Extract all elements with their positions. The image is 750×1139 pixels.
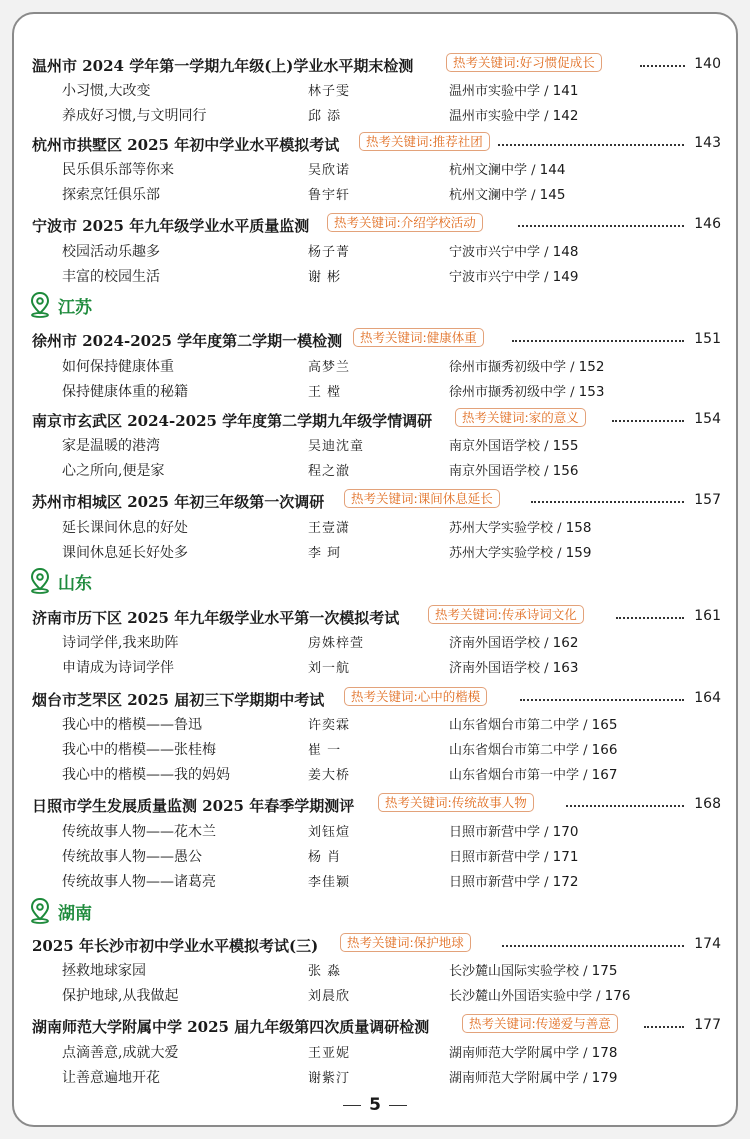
school-name: 日照市新营中学 /: [449, 850, 553, 865]
school-name: 山东省烟台市第一中学 /: [449, 768, 592, 783]
school-name: 苏州大学实验学校 /: [449, 546, 566, 561]
author-name: 吴迪沈童: [308, 439, 365, 454]
essay-page: 159: [565, 545, 592, 561]
essay-title: 丰富的校园生活: [62, 269, 160, 285]
essay-title: 家是温暖的港湾: [62, 438, 160, 454]
section-entry[interactable]: [0, 933, 750, 957]
school-page: [449, 1067, 617, 1086]
dot-leader: [566, 805, 684, 807]
essay-entry[interactable]: [0, 1040, 750, 1064]
essay-title: 诗词学伴,我来助阵: [62, 635, 179, 651]
essay-entry[interactable]: [0, 103, 750, 127]
province-name: 江苏: [58, 298, 92, 318]
essay-page: 144: [539, 162, 566, 178]
author-name: 杨子菁: [308, 245, 351, 260]
section-entry[interactable]: [0, 328, 750, 352]
section-title: 徐州市 2024-2025 学年度第二学期一模检测: [32, 332, 343, 350]
essay-page: 162: [552, 635, 579, 651]
school-name: 南京外国语学校 /: [449, 439, 553, 454]
page-number: 177: [694, 1017, 721, 1033]
school-page: [449, 542, 591, 561]
page-number: 168: [694, 796, 721, 812]
essay-title: 探索烹饪俱乐部: [62, 187, 160, 203]
school-name: 湖南师范大学附属中学 /: [449, 1071, 592, 1086]
school-page: [449, 764, 617, 783]
section-entry[interactable]: [0, 53, 750, 77]
essay-page: 165: [591, 717, 618, 733]
section-entry[interactable]: [0, 605, 750, 629]
author-name: 李 珂: [308, 546, 342, 561]
keyword-badge: 热考关键词:保护地球: [340, 933, 471, 952]
essay-entry[interactable]: [0, 737, 750, 761]
keyword-badge: 热考关键词:传承诗词文化: [428, 605, 584, 624]
page-number: 157: [694, 492, 721, 508]
essay-title: 校园活动乐趣多: [62, 244, 160, 260]
author-name: 谢 彬: [308, 270, 342, 285]
section-title: 日照市学生发展质量监测 2025 年春季学期测评: [32, 797, 355, 815]
section-entry[interactable]: [0, 213, 750, 237]
essay-page: 153: [578, 384, 605, 400]
author-name: 姜大桥: [308, 768, 351, 783]
school-name: 山东省烟台市第二中学 /: [449, 718, 592, 733]
school-name: 长沙麓山国际实验学校 /: [449, 964, 592, 979]
keyword-badge: 热考关键词:传统故事人物: [378, 793, 534, 812]
author-name: 鲁宇轩: [308, 188, 351, 203]
section-title: 湖南师范大学附属中学 2025 届九年级第四次质量调研检测: [32, 1018, 430, 1036]
essay-title: 我心中的楷模——鲁迅: [62, 717, 202, 733]
school-name: 长沙麓山外国语实验中学 /: [449, 989, 605, 1004]
essay-title: 点滴善意,成就大爱: [62, 1045, 179, 1061]
essay-page: 142: [552, 108, 579, 124]
essay-title: 保持健康体重的秘籍: [62, 384, 188, 400]
school-page: [449, 846, 578, 865]
essay-page: 176: [604, 988, 631, 1004]
keyword-badge: 热考关键词:健康体重: [353, 328, 484, 347]
province-heading: [0, 567, 750, 597]
section-title: 温州市 2024 学年第一学期九年级(上)学业水平期末检测: [32, 57, 414, 75]
school-page: [449, 517, 591, 536]
author-name: 邱 添: [308, 109, 342, 124]
essay-page: 149: [552, 269, 579, 285]
essay-entry[interactable]: [0, 540, 750, 564]
essay-title: 养成好习惯,与文明同行: [62, 108, 207, 124]
author-name: 许奕霖: [308, 718, 351, 733]
essay-page: 145: [539, 187, 566, 203]
keyword-badge: 热考关键词:好习惯促成长: [446, 53, 602, 72]
dot-leader: [512, 340, 684, 342]
school-page: [449, 960, 617, 979]
dot-leader: [616, 617, 684, 619]
page-number: 143: [694, 135, 721, 151]
essay-page: 148: [552, 244, 579, 260]
school-page: [449, 657, 578, 676]
essay-page: 166: [591, 742, 618, 758]
essay-title: 小习惯,大改变: [62, 83, 151, 99]
school-page: [449, 632, 578, 651]
school-page: [449, 381, 604, 400]
essay-title: 民乐俱乐部等你来: [62, 162, 174, 178]
essay-entry[interactable]: [0, 655, 750, 679]
essay-page: 156: [552, 463, 579, 479]
page-number: 140: [694, 56, 721, 72]
footer-page-number: [0, 1095, 750, 1115]
dot-leader: [531, 501, 684, 503]
dot-leader: [640, 65, 685, 67]
location-pin-icon: [30, 568, 50, 594]
author-name: 刘一航: [308, 661, 351, 676]
essay-page: 163: [552, 660, 579, 676]
essay-title: 传统故事人物——愚公: [62, 849, 202, 865]
section-title: 烟台市芝罘区 2025 届初三下学期期中考试: [32, 691, 325, 709]
author-name: 崔 一: [308, 743, 342, 758]
essay-title: 我心中的楷模——张桂梅: [62, 742, 216, 758]
essay-page: 158: [565, 520, 592, 536]
school-name: 苏州大学实验学校 /: [449, 521, 566, 536]
essay-entry[interactable]: [0, 157, 750, 181]
school-page: [449, 985, 630, 1004]
keyword-badge: 热考关键词:传递爱与善意: [462, 1014, 618, 1033]
section-entry[interactable]: [0, 1014, 750, 1038]
essay-entry[interactable]: [0, 78, 750, 102]
author-name: 吴欣诺: [308, 163, 351, 178]
essay-entry[interactable]: [0, 379, 750, 403]
province-name: 山东: [58, 574, 92, 594]
location-pin-icon: [30, 898, 50, 924]
section-entry[interactable]: [0, 489, 750, 513]
footer-page-value: 5: [369, 1095, 381, 1115]
keyword-badge: 热考关键词:推荐社团: [359, 132, 490, 151]
page-number: 174: [694, 936, 721, 952]
essay-entry[interactable]: [0, 983, 750, 1007]
dash-right: [389, 1105, 407, 1106]
school-name: 济南外国语学校 /: [449, 661, 553, 676]
essay-page: 152: [578, 359, 605, 375]
page-number: 146: [694, 216, 721, 232]
school-page: [449, 184, 565, 203]
author-name: 王亚妮: [308, 1046, 351, 1061]
essay-title: 传统故事人物——花木兰: [62, 824, 216, 840]
section-title: 苏州市相城区 2025 年初三年级第一次调研: [32, 493, 325, 511]
author-name: 王 樘: [308, 385, 342, 400]
school-page: [449, 105, 578, 124]
author-name: 程之澈: [308, 464, 351, 479]
essay-title: 让善意遍地开花: [62, 1070, 160, 1086]
school-name: 日照市新营中学 /: [449, 875, 553, 890]
essay-title: 申请成为诗词学伴: [62, 660, 174, 676]
essay-entry[interactable]: [0, 264, 750, 288]
author-name: 李佳颖: [308, 875, 351, 890]
school-name: 温州市实验中学 /: [449, 84, 553, 99]
essay-title: 心之所向,便是家: [62, 463, 165, 479]
essay-title: 我心中的楷模——我的妈妈: [62, 767, 230, 783]
author-name: 房姝梓萱: [308, 636, 365, 651]
school-page: [449, 871, 578, 890]
section-entry[interactable]: [0, 408, 750, 432]
essay-page: 170: [552, 824, 579, 840]
section-entry[interactable]: [0, 132, 750, 156]
school-name: 宁波市兴宁中学 /: [449, 245, 553, 260]
dot-leader: [518, 225, 684, 227]
school-name: 山东省烟台市第二中学 /: [449, 743, 592, 758]
dot-leader: [644, 1026, 684, 1028]
school-name: 日照市新营中学 /: [449, 825, 553, 840]
school-name: 济南外国语学校 /: [449, 636, 553, 651]
school-name: 温州市实验中学 /: [449, 109, 553, 124]
keyword-badge: 热考关键词:家的意义: [455, 408, 586, 427]
keyword-badge: 热考关键词:介绍学校活动: [327, 213, 483, 232]
dash-left: [343, 1105, 361, 1106]
author-name: 高梦兰: [308, 360, 351, 375]
essay-page: 141: [552, 83, 579, 99]
school-page: [449, 435, 578, 454]
school-name: 宁波市兴宁中学 /: [449, 270, 553, 285]
province-heading: [0, 291, 750, 321]
author-name: 刘钰煊: [308, 825, 351, 840]
essay-title: 拯救地球家园: [62, 963, 146, 979]
school-name: 徐州市撷秀初级中学 /: [449, 385, 579, 400]
essay-entry[interactable]: [0, 819, 750, 843]
author-name: 谢紫汀: [308, 1071, 351, 1086]
location-pin-icon: [30, 292, 50, 318]
section-entry[interactable]: [0, 687, 750, 711]
essay-entry[interactable]: [0, 433, 750, 457]
essay-entry[interactable]: [0, 844, 750, 868]
keyword-badge: 热考关键词:课间休息延长: [344, 489, 500, 508]
essay-entry[interactable]: [0, 958, 750, 982]
section-title: 宁波市 2025 年九年级学业水平质量监测: [32, 217, 310, 235]
essay-page: 179: [591, 1070, 618, 1086]
essay-title: 保护地球,从我做起: [62, 988, 179, 1004]
essay-entry[interactable]: [0, 239, 750, 263]
section-title: 2025 年长沙市初中学业水平模拟考试(三): [32, 937, 319, 955]
keyword-badge: 热考关键词:心中的楷模: [344, 687, 487, 706]
school-page: [449, 241, 578, 260]
section-title: 济南市历下区 2025 年九年级学业水平第一次模拟考试: [32, 609, 400, 627]
school-page: [449, 266, 578, 285]
essay-title: 课间休息延长好处多: [62, 545, 188, 561]
school-page: [449, 460, 578, 479]
section-entry[interactable]: [0, 793, 750, 817]
school-name: 湖南师范大学附属中学 /: [449, 1046, 592, 1061]
essay-entry[interactable]: [0, 458, 750, 482]
essay-title: 如何保持健康体重: [62, 359, 174, 375]
school-name: 徐州市撷秀初级中学 /: [449, 360, 579, 375]
essay-entry[interactable]: [0, 630, 750, 654]
essay-page: 167: [591, 767, 618, 783]
author-name: 林子雯: [308, 84, 351, 99]
author-name: 杨 肖: [308, 850, 342, 865]
essay-page: 172: [552, 874, 579, 890]
school-page: [449, 159, 565, 178]
essay-page: 178: [591, 1045, 618, 1061]
school-page: [449, 821, 578, 840]
school-name: 南京外国语学校 /: [449, 464, 553, 479]
dot-leader: [498, 144, 684, 146]
author-name: 王壹潇: [308, 521, 351, 536]
section-title: 南京市玄武区 2024-2025 学年度第二学期九年级学情调研: [32, 412, 433, 430]
essay-entry[interactable]: [0, 712, 750, 736]
section-title: 杭州市拱墅区 2025 年初中学业水平模拟考试: [32, 136, 340, 154]
page-number: 161: [694, 608, 721, 624]
essay-entry[interactable]: [0, 762, 750, 786]
school-page: [449, 1042, 617, 1061]
dot-leader: [502, 945, 684, 947]
essay-title: 传统故事人物——诸葛亮: [62, 874, 216, 890]
essay-entry[interactable]: [0, 869, 750, 893]
school-page: [449, 356, 604, 375]
essay-page: 175: [591, 963, 618, 979]
page-number: 154: [694, 411, 721, 427]
essay-title: 延长课间休息的好处: [62, 520, 188, 536]
essay-entry[interactable]: [0, 515, 750, 539]
page-number: 164: [694, 690, 721, 706]
dot-leader: [520, 699, 684, 701]
essay-entry[interactable]: [0, 1065, 750, 1089]
page-number: 151: [694, 331, 721, 347]
school-name: 杭州文澜中学 /: [449, 188, 540, 203]
school-name: 杭州文澜中学 /: [449, 163, 540, 178]
province-name: 湖南: [58, 904, 92, 924]
essay-entry[interactable]: [0, 182, 750, 206]
essay-page: 171: [552, 849, 579, 865]
essay-entry[interactable]: [0, 354, 750, 378]
school-page: [449, 80, 578, 99]
school-page: [449, 714, 617, 733]
author-name: 刘晨欣: [308, 989, 351, 1004]
essay-page: 155: [552, 438, 579, 454]
dot-leader: [612, 420, 684, 422]
province-heading: [0, 897, 750, 927]
author-name: 张 淼: [308, 964, 342, 979]
school-page: [449, 739, 617, 758]
